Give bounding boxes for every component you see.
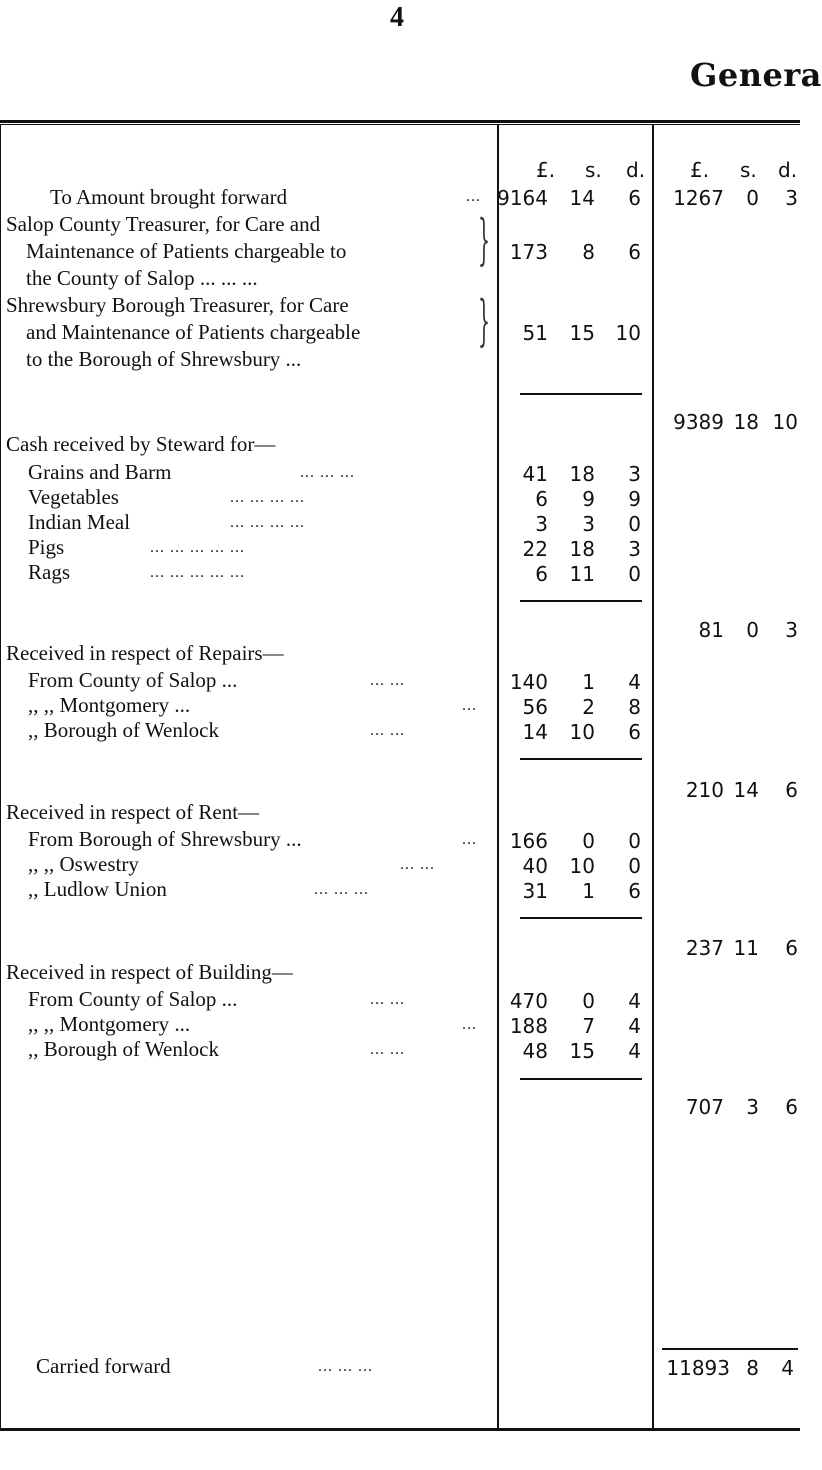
building-item-pence: 4 [628, 1039, 641, 1063]
building-item-pounds: 188 [509, 1014, 548, 1038]
repairs-item-pounds: 14 [522, 720, 548, 744]
building-item-pounds: 48 [522, 1039, 548, 1063]
rent-total-shillings: 11 [733, 936, 759, 960]
steward-item-pounds: 41 [522, 462, 548, 486]
col1-header-pence: d. [626, 158, 646, 182]
brought-forward-col1-pence: 6 [628, 186, 641, 210]
repairs-item-shillings: 2 [582, 695, 595, 719]
steward-item-shillings: 18 [569, 462, 595, 486]
rent-item-pounds: 40 [522, 854, 548, 878]
final-total-rule [662, 1348, 798, 1350]
treasurers-total-pounds: 9389 [673, 410, 724, 434]
repairs-heading: Received in respect of Repairs— [6, 641, 284, 665]
repairs-item-dots: ... [462, 697, 477, 714]
shrewsbury-treasurer-pence: 10 [615, 321, 641, 345]
salop-treasurer-line-3: the County of Salop ... ... ... [26, 266, 258, 290]
brought-forward-dots: ... [466, 188, 481, 205]
rent-item-dots: ... ... ... [314, 881, 369, 898]
steward-item-dots: ... ... ... ... [230, 514, 305, 531]
steward-item-pounds: 22 [522, 537, 548, 561]
steward-item-pence: 0 [628, 562, 641, 586]
salop-treasurer-line-2: Maintenance of Patients chargeable to [26, 239, 347, 263]
repairs-item-pounds: 56 [522, 695, 548, 719]
steward-total-pence: 3 [785, 618, 798, 642]
col1-header-shillings: s. [585, 158, 602, 182]
repairs-total-pounds: 210 [685, 778, 724, 802]
repairs-item-pence: 4 [628, 670, 641, 694]
salop-treasurer-line-1: Salop County Treasurer, for Care and [6, 212, 321, 236]
steward-item-shillings: 11 [569, 562, 595, 586]
rent-item-pence: 0 [628, 829, 641, 853]
steward-subtotal-rule [520, 600, 642, 602]
steward-item-dots: ... ... ... [300, 464, 355, 481]
top-rule [0, 120, 800, 123]
shrewsbury-treasurer-line-2: and Maintenance of Patients chargeable [26, 320, 361, 344]
treasurers-subtotal-rule [520, 393, 642, 395]
salop-treasurer-pounds: 173 [509, 240, 548, 264]
rent-heading: Received in respect of Rent— [6, 800, 260, 824]
repairs-total-pence: 6 [785, 778, 798, 802]
repairs-item-dots: ... ... [370, 672, 405, 689]
building-item-label: ,, Borough of Wenlock [28, 1037, 219, 1061]
column-divider-2 [652, 124, 654, 1430]
rent-total-pounds: 237 [685, 936, 724, 960]
building-item-dots: ... ... [370, 991, 405, 1008]
building-item-shillings: 7 [582, 1014, 595, 1038]
steward-total-shillings: 0 [746, 618, 759, 642]
salop-treasurer-shillings: 8 [582, 240, 595, 264]
carried-forward-pounds: 11893 [666, 1356, 730, 1380]
building-subtotal-rule [520, 1078, 642, 1080]
steward-item-pounds: 6 [535, 562, 548, 586]
building-total-pence: 6 [785, 1095, 798, 1119]
rent-item-label: ,, Ludlow Union [28, 877, 167, 901]
steward-item-label: Indian Meal [28, 510, 131, 534]
repairs-item-dots: ... ... [370, 722, 405, 739]
brought-forward-col2-pence: 3 [785, 186, 798, 210]
steward-item-pence: 3 [628, 462, 641, 486]
treasurers-total-pence: 10 [772, 410, 798, 434]
brought-forward-col1-pounds: 9164 [497, 186, 548, 210]
page-number: 4 [390, 2, 404, 33]
col2-header-pence: d. [778, 158, 798, 182]
steward-item-pounds: 3 [535, 512, 548, 536]
steward-item-shillings: 9 [582, 487, 595, 511]
col1-header-pounds: £. [536, 158, 556, 182]
repairs-item-label: ,, Borough of Wenlock [28, 718, 219, 742]
column-divider-1 [497, 124, 499, 1430]
repairs-item-pence: 8 [628, 695, 641, 719]
building-item-shillings: 15 [569, 1039, 595, 1063]
repairs-item-shillings: 1 [582, 670, 595, 694]
brought-forward-col2-pounds: 1267 [673, 186, 724, 210]
steward-item-pounds: 6 [535, 487, 548, 511]
carried-forward-pence: 4 [781, 1356, 794, 1380]
carried-forward-label: Carried forward [36, 1354, 171, 1378]
treasurers-total-shillings: 18 [733, 410, 759, 434]
rent-item-dots: ... ... [400, 856, 435, 873]
col2-header-shillings: s. [740, 158, 757, 182]
rent-item-shillings: 1 [582, 879, 595, 903]
brought-forward-label: To Amount brought forward [50, 185, 288, 209]
repairs-subtotal-rule [520, 758, 642, 760]
shrewsbury-treasurer-line-1: Shrewsbury Borough Treasurer, for Care [6, 293, 349, 317]
bottom-rule [0, 1428, 800, 1431]
rent-item-pence: 0 [628, 854, 641, 878]
building-item-dots: ... ... [370, 1041, 405, 1058]
rent-item-shillings: 0 [582, 829, 595, 853]
steward-item-shillings: 3 [582, 512, 595, 536]
steward-item-dots: ... ... ... ... ... [150, 564, 245, 581]
building-item-label: ,, ,, Montgomery ... [28, 1012, 191, 1036]
steward-item-pence: 9 [628, 487, 641, 511]
building-total-pounds: 707 [685, 1095, 724, 1119]
rent-subtotal-rule [520, 917, 642, 919]
building-item-pence: 4 [628, 989, 641, 1013]
salop-treasurer-pence: 6 [628, 240, 641, 264]
steward-item-label: Vegetables [28, 485, 119, 509]
building-item-label: From County of Salop ... [28, 987, 238, 1011]
shrewsbury-treasurer-pounds: 51 [522, 321, 548, 345]
repairs-item-label: From County of Salop ... [28, 668, 238, 692]
top-rule-thin [0, 124, 800, 125]
repairs-item-pounds: 140 [509, 670, 548, 694]
steward-item-label: Grains and Barm [28, 460, 172, 484]
rent-total-pence: 6 [785, 936, 798, 960]
shrewsbury-treasurer-brace-icon: } [478, 289, 491, 352]
salop-treasurer-brace-icon: } [478, 208, 491, 271]
steward-item-pence: 3 [628, 537, 641, 561]
brought-forward-col1-shillings: 14 [569, 186, 595, 210]
building-item-pounds: 470 [509, 989, 548, 1013]
left-edge [0, 124, 1, 1430]
steward-item-label: Rags [28, 560, 70, 584]
building-item-pence: 4 [628, 1014, 641, 1038]
rent-item-dots: ... [462, 831, 477, 848]
rent-item-label: ,, ,, Oswestry [28, 852, 139, 876]
col2-header-pounds: £. [690, 158, 710, 182]
rent-item-label: From Borough of Shrewsbury ... [28, 827, 302, 851]
steward-item-dots: ... ... ... ... ... [150, 539, 245, 556]
building-heading: Received in respect of Building— [6, 960, 293, 984]
steward-item-dots: ... ... ... ... [230, 489, 305, 506]
brought-forward-col2-shillings: 0 [746, 186, 759, 210]
rent-item-pounds: 31 [522, 879, 548, 903]
rent-item-pence: 6 [628, 879, 641, 903]
carried-forward-shillings: 8 [746, 1356, 759, 1380]
repairs-item-shillings: 10 [569, 720, 595, 744]
rent-item-pounds: 166 [509, 829, 548, 853]
steward-heading: Cash received by Steward for— [6, 432, 276, 456]
steward-total-pounds: 81 [698, 618, 724, 642]
running-head: Genera [690, 56, 822, 94]
shrewsbury-treasurer-shillings: 15 [569, 321, 595, 345]
rent-item-shillings: 10 [569, 854, 595, 878]
carried-forward-dots: ... ... ... [318, 1358, 373, 1375]
steward-item-label: Pigs [28, 535, 65, 559]
repairs-total-shillings: 14 [733, 778, 759, 802]
building-item-dots: ... [462, 1016, 477, 1033]
steward-item-shillings: 18 [569, 537, 595, 561]
repairs-item-label: ,, ,, Montgomery ... [28, 693, 191, 717]
building-item-shillings: 0 [582, 989, 595, 1013]
building-total-shillings: 3 [746, 1095, 759, 1119]
repairs-item-pence: 6 [628, 720, 641, 744]
shrewsbury-treasurer-line-3: to the Borough of Shrewsbury ... [26, 347, 302, 371]
steward-item-pence: 0 [628, 512, 641, 536]
